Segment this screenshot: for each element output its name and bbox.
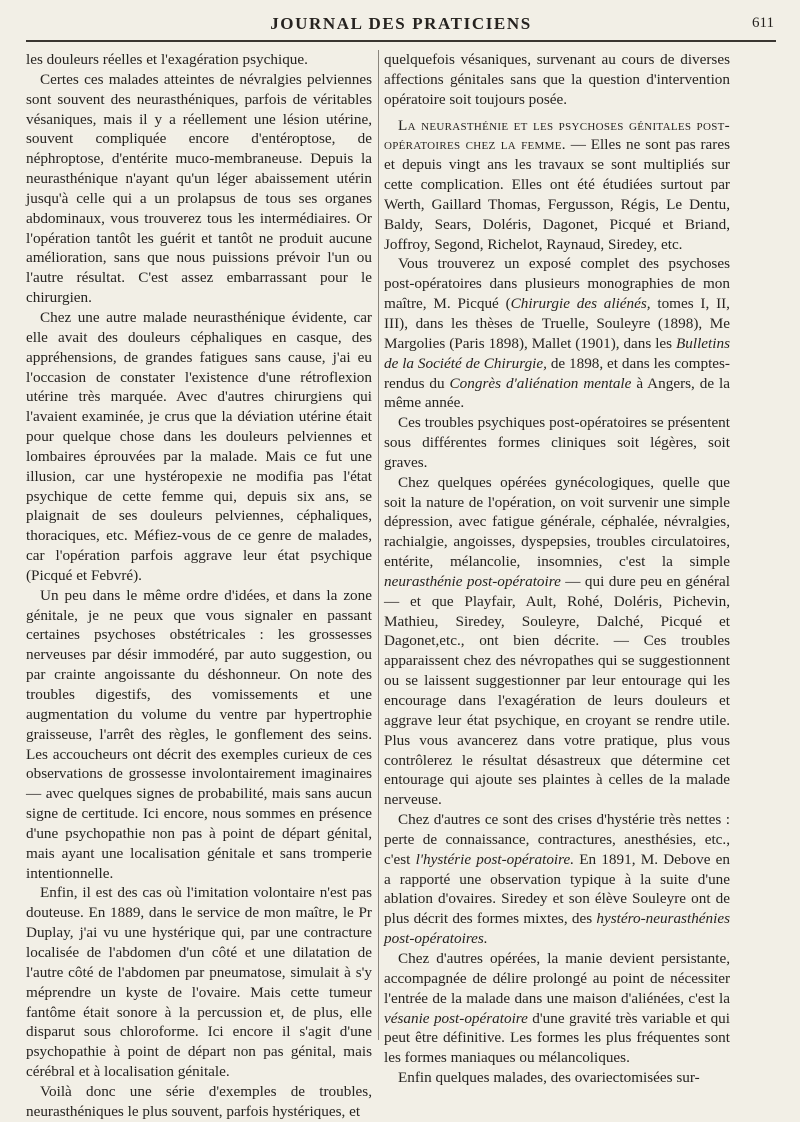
paragraph: Ces troubles psychiques post-opératoires se présentent sous différentes formes cliniques soit légères, soit graves. [384,414,730,471]
text-run: En 1891, M. Debove en a rapporté une observation typique à la suite d'une ablation d'ovaires. Siredey et son élève Souleyre ont de plus décrit des formes mixtes, des [384,850,730,928]
paragraph: Chez une autre malade neurasthénique évidente, car elle avait des douleurs céphaliques en casque, des appréhensions, de grandes fatigues sans cause, j'ai eu l'occasion de constater l'existence d'une rétroflexion utérine très marquée. Avec d'autres chirurgiens qui l'avaient examinée, je crus que la déviation utérine était pour quelque chose dans les douleurs pelviennes et lombaires éprouvées par la malade. Mais ce fut une illusion, car une hystéropexie ne modifia pas l'état psychique de cette femme qui, depuis six ans, se plaignait de ses douleurs pelviennes, céphaliques, thoraciques, etc. Méfiez-vous de ce genre de malades, car l'opération parfois aggrave leur état psychique (Picqué et Febvré). [26,308,372,584]
left-column [26,50,372,1122]
italic-term: vésanie post-opératoire [384,1009,528,1027]
text-run: — qui dure peu en général — et que Playfair, Ault, Rohé, Doléris, Pichevin, Mathieu, Siredey, Souleyre, Dalché, Picqué et Dagonet,etc., ont bien décrite. — Ces troubles apparaissent chez des névropathes qui se suggestionnent ou se laissent suggestionner par leur entourage qui les encourage dans l'exagération de leurs douleurs et aggrave leur état psychique, en croyant se rendre utile. Plus vous avancerez dans votre pratique, plus vous contrôlerez le résultat désastreux que détermine cet entourage qui ajoute ses plaintes à celles de la malade nerveuse. [384,572,730,809]
paragraph: quelquefois vésaniques, survenant au cours de diverses affections génitales sans que la question d'intervention opératoire soit toujours posée. [384,51,730,108]
congress-title: Congrès d'aliénation mentale [449,374,632,392]
journal-title: Bulletins de la Société de Chirurgie, [384,334,730,372]
text-run: Chez d'autres ce sont des crises d'hystérie très nettes : perte de connaissance, contractures, anesthésies, etc., c'est [384,811,730,868]
paragraph: les douleurs réelles et l'exagération psychique. [26,51,308,68]
column-divider [378,50,379,1040]
paragraph: Certes ces malades atteintes de névralgies pelviennes sont souvent des neurasthéniques, parfois de véritables vésaniques, mais il y a réellement une lésion utérine, souvent compliquée encore d'entéroptose, de néphroptose, d'entérite muco-membraneuse. Depuis la neurasthénique n'ayant qu'un léger abaissement utérin jusqu'à celle qui a un prolapsus de tous ses organes abdominaux, vous trouverez tous les intermédiaires. Or l'opération tantôt les guérit et tantôt ne produit aucune amélioration, sans que nous puissions prévoir l'un ou l'autre résultat. C'est assez embarrassant pour le chirurgien. [26,70,372,307]
text-run: d'une gravité très variable et qui peut être définitive. Les formes les plus fréquentes sont les formes maniaques ou mélancoliques. [384,1009,730,1067]
text-run: de 1898, et dans les comptes-rendus du [384,354,730,392]
paragraph: Enfin quelques malades, des ovariectomisées sur- [398,1069,700,1087]
text-run: à Angers, de la même année. [384,374,730,412]
text-run: Chez d'autres opérées, la manie devient persistante, accompagnée de délire prolongé au point de nécessiter l'entrée de la malade dans une maison d'aliénées, c'est la [384,949,730,1007]
paragraph: Voilà donc une série d'exemples de troubles, neurasthéniques le plus souvent, parfois hystériques, et [26,1082,372,1120]
paragraph [384,810,730,949]
paragraph [384,473,730,810]
text-run: Chez quelques opérées gynécologiques, quelle que soit la nature de l'opération, on voit survenir une simple dépression, avec fatigue générale, céphalée, névralgies, rachialgie, angoisses, dyspepsies, troubles circulatoires, entérite, mélancolie, insomnies, c'est la simple [384,473,730,571]
paragraph [384,254,730,413]
italic-term: hystéro-neurasthénies post-opératoires. [384,910,730,948]
page-header [26,10,776,38]
paragraph: Enfin, il est des cas où l'imitation volontaire n'est pas douteuse. En 1889, dans le service de mon maître, le Pr Duplay, j'ai vu une hystérique qui, par une contracture localisée de l'abdomen d'un côté et une dilatation de l'autre côté de l'abdomen par pneumatose, simulait à s'y méprendre un kyste de l'ovaire. Mais cette tumeur fantôme était sonore à la percussion et, de plus, elle disparut sous chloroforme. Ici encore il s'agit d'une psychopathie à point de départ non pas génital, mais cérébral et à localisation génitale. [26,884,372,1081]
italic-term: l'hystérie post-opératoire. [415,850,575,868]
book-title: Chirurgie des aliénés, [510,295,651,313]
paragraph: Un peu dans le même ordre d'idées, et dans la zone génitale, je ne peux que vous signaler en passant certaines psychoses obstétricales : les grossesses nerveuses par désir immodéré, par auto suggestion, ou par crainte angoissante du déshonneur. On note des troubles digestifs, des vomissements et une augmentation du volume du ventre par hypertrophie graisseuse, l'arrêt des règles, le gonflement des seins. Les accoucheurs ont décrit des exemples curieux de ces observations de grossesse involontairement imaginaires — avec quelques signes de probabilité, mais sans aucun signe de certitude. Ici encore, nous sommes en présence d'une psychopathie non pas à point de départ génital, mais ayant une localisation génitale et sans tromperie intentionnelle. [26,586,372,882]
text-run: — Elles ne sont pas rares et depuis vingt ans les travaux se sont multipliés sur cette complication. Elles ont été étudiées surtout par Werth, Gaillard Thomas, Fergusson, Régis, Le Dentu, Baldy, Sears, Doléris, Dagonet, Picqué et Briand, Joffroy, Segond, Richelot, Raynaud, Siredey, etc. [384,136,730,253]
italic-term: neurasthénie post-opératoire [384,572,561,590]
paragraph [384,949,730,1068]
text-run: Vous trouverez un exposé complet des psychoses post-opératoires dans plusieurs monographies de mon maître, M. Picqué ( [384,255,730,313]
right-column [384,50,730,1088]
page-number: 611 [752,15,774,31]
section-heading: La neurasthénie et les psychoses génitales post-opératoires chez la femme. [384,116,730,154]
header-rule [26,40,776,42]
text-run: tomes I, II, III), dans les thèses de Truelle, Souleyre (1898), Me Margolies (Paris 1898), Mallet (1901), dans les [384,295,730,352]
section-paragraph [384,116,730,255]
running-title: JOURNAL DES PRATICIENS [270,14,532,33]
